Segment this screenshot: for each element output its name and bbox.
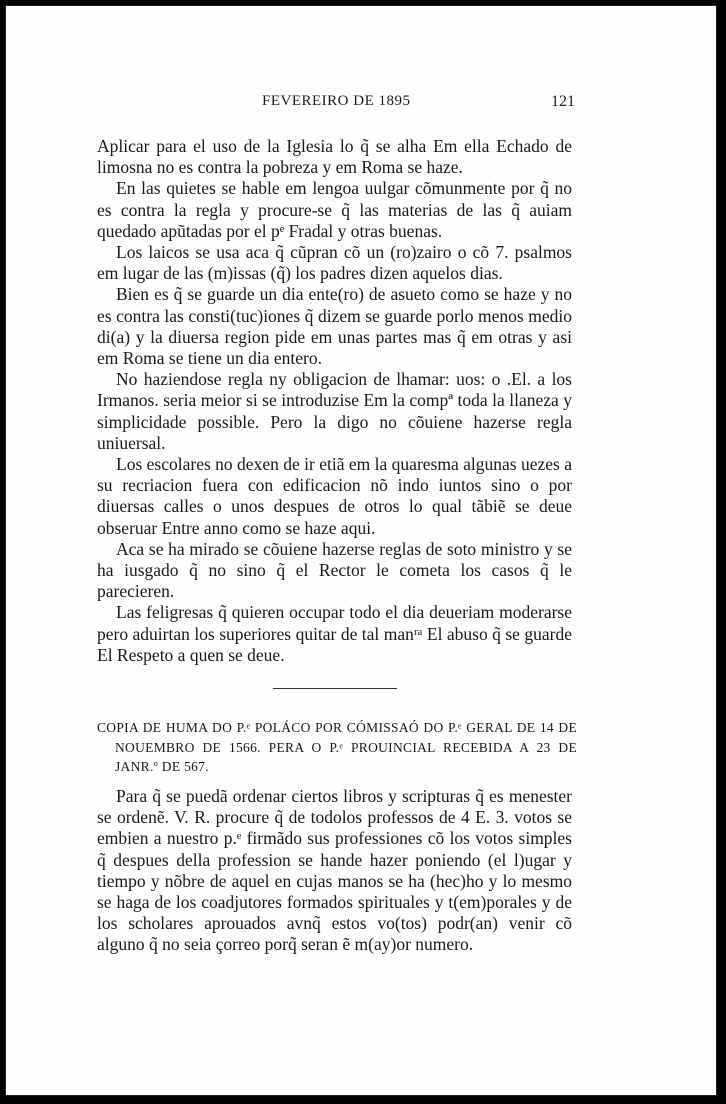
running-head: FEVEREIRO DE 1895 bbox=[262, 93, 411, 109]
section-heading: COPIA DE HUMA DO P.ᵉ POLÁCO POR CÓMISSAÓ DO P.ᵉ GERAL DE 14 DE NOUEMBRO DE 1566. PERA O P.ᵉ PROUINCIAL RECEBIDA A 23 DE JANR.º DE 567. bbox=[97, 720, 577, 774]
paragraph: Las feligresas q̃ quieren occupar todo el dia deueriam moderarse pero aduirtan los superiores quitar de tal manʳᵃ El abuso q̃ se guarde El Respeto a quen se deue. bbox=[97, 602, 572, 665]
paragraph: En las quietes se hable em lengoa uulgar cõmunmente por q̃ no es contra la regla y procure-se q̃ las materias de las q̃ auiam quedado apũtadas por el pᵉ Fradal y otras buenas. bbox=[97, 178, 572, 241]
paragraph: No haziendose regla ny obligacion de lhamar: uos: o .El. a los Irmanos. seria meior si se introduzise Em la compª toda la llaneza y simplicidade possible. Pero la digo no cõuiene hazerse regla uniuersal. bbox=[97, 369, 572, 453]
paragraph: Los escolares no dexen de ir etiã em la quaresma algunas uezes a su recriacion fuera con edificacion nõ indo iuntos sino o por diuersas calles o unos despues de otros lo qual tãbiẽ se deue obseruar Entre anno como se haze aqui. bbox=[97, 454, 572, 538]
page-header bbox=[97, 91, 577, 113]
book-page bbox=[5, 5, 717, 1096]
page-number: 121 bbox=[551, 93, 575, 110]
copy-body bbox=[97, 786, 572, 956]
paragraph: Los laicos se usa aca q̃ cũpran cõ un (ro)zairo o cõ 7. psalmos em lugar de las (m)issas (q̃) los padres dizen aquelos dias. bbox=[97, 242, 572, 284]
letter-body bbox=[97, 136, 572, 666]
paragraph: Para q̃ se puedã ordenar ciertos libros y scripturas q̃ es menester se ordenẽ. V. R. procure q̃ de todolos professos de 4 E. 3. votos se embien a nuestro p.ᵉ firmãdo sus professiones cõ los votos simples q̃ despues della profession se hande hazer poniendo (el l)ugar y tiempo y nõbre de aquel en cujas manos se ha (hec)ho y lo mesmo se haga de los coadjutores formados spirituales y t(em)porales y de los scholares aprouados avnq̃ estos vo(tos) podr(an) venir cõ alguno q̃ no seia çorreo porq̃ seran ẽ m(ay)or numero. bbox=[97, 786, 572, 955]
section-divider bbox=[273, 688, 397, 689]
paragraph: Aca se ha mirado se cõuiene hazerse reglas de soto ministro y se ha iusgado q̃ no sino q̃ el Rector le cometa los casos q̃ le parecieren. bbox=[97, 538, 572, 602]
paragraph: Aplicar para el uso de la Iglesia lo q̃ se alha Em ella Echado de limosna no es contra la pobreza y em Roma se haze. bbox=[97, 136, 572, 178]
paragraph: Bien es q̃ se guarde un dia ente(ro) de asueto como se haze y no es contra las consti(tuc)iones q̃ dizem se guarde porlo menos medio di(a) y la diuersa region pide em unas partes mas q̃ em otras y asi em Roma se tiene un dia entero. bbox=[97, 284, 572, 369]
